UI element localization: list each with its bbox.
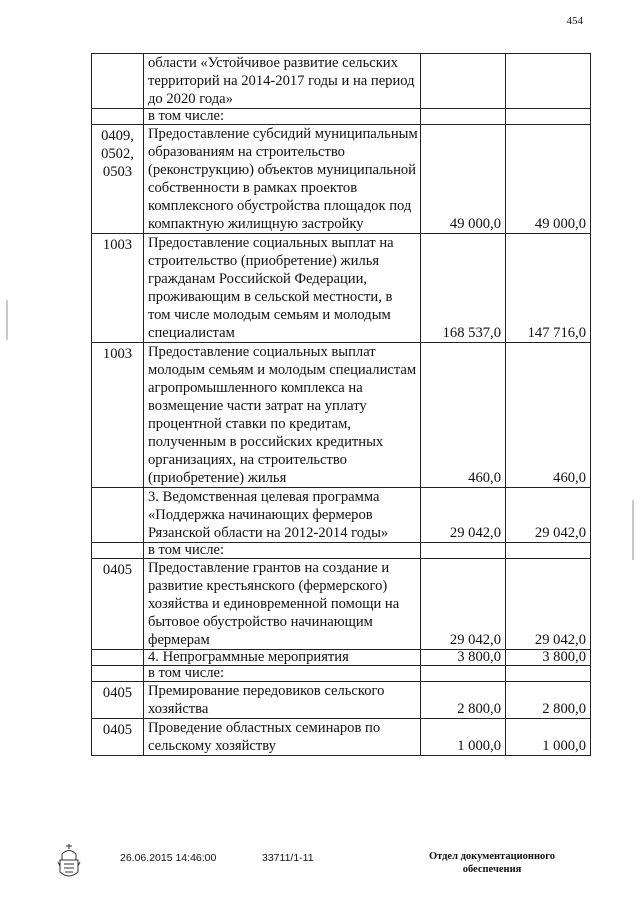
row-value-2: 460,0 xyxy=(506,343,591,488)
row-value-1 xyxy=(421,666,506,682)
coat-of-arms-icon xyxy=(56,842,82,882)
footer-document-number: 33711/1-11 xyxy=(262,852,314,864)
row-code xyxy=(92,54,144,109)
row-code: 0405 xyxy=(92,682,144,719)
row-value-1: 3 800,0 xyxy=(421,650,506,666)
row-description: в том числе: xyxy=(144,109,421,125)
row-code xyxy=(92,109,144,125)
row-value-1 xyxy=(421,109,506,125)
footer-office-stamp xyxy=(412,850,572,876)
row-description: Проведение областных семинаров по сельскому хозяйству xyxy=(144,719,421,756)
row-description: Предоставление субсидий муниципальным образованиям на строительство (реконструкцию) объектов муниципальной собственности в рамках проектов комплексного обустройства площадок под компактную жилищную застройку xyxy=(144,125,421,234)
row-code: 1003 xyxy=(92,343,144,488)
row-value-1: 29 042,0 xyxy=(421,488,506,543)
scan-edge-mark-left xyxy=(6,300,8,340)
row-value-2: 29 042,0 xyxy=(506,559,591,650)
row-description: 4. Непрограммные мероприятия xyxy=(144,650,421,666)
budget-table xyxy=(91,53,591,756)
table-row xyxy=(92,125,591,234)
scan-edge-mark-right xyxy=(632,500,634,560)
footer xyxy=(0,840,640,900)
footer-office-line: Отдел документационного xyxy=(428,851,556,862)
row-code xyxy=(92,488,144,543)
row-value-1: 49 000,0 xyxy=(421,125,506,234)
row-description: области «Устойчивое развитие сельских территорий на 2014-2017 годы и на период до 2020 года» xyxy=(144,54,421,109)
table-row xyxy=(92,650,591,666)
row-description: в том числе: xyxy=(144,543,421,559)
row-value-2 xyxy=(506,543,591,559)
row-code xyxy=(92,666,144,682)
table-row xyxy=(92,109,591,125)
row-value-2: 29 042,0 xyxy=(506,488,591,543)
table-row xyxy=(92,234,591,343)
row-description: в том числе: xyxy=(144,666,421,682)
table-row xyxy=(92,719,591,756)
table-row xyxy=(92,682,591,719)
table-row xyxy=(92,54,591,109)
row-description: Премирование передовиков сельского хозяйства xyxy=(144,682,421,719)
row-value-2: 2 800,0 xyxy=(506,682,591,719)
row-value-2 xyxy=(506,54,591,109)
row-description: 3. Ведомственная целевая программа «Поддержка начинающих фермеров Рязанской области на 2012-2014 годы» xyxy=(144,488,421,543)
row-value-1 xyxy=(421,543,506,559)
row-value-1: 460,0 xyxy=(421,343,506,488)
row-value-2 xyxy=(506,109,591,125)
table-row xyxy=(92,343,591,488)
row-code: 1003 xyxy=(92,234,144,343)
row-value-1: 1 000,0 xyxy=(421,719,506,756)
row-code: 0405 xyxy=(92,719,144,756)
row-value-1: 168 537,0 xyxy=(421,234,506,343)
row-value-2: 3 800,0 xyxy=(506,650,591,666)
page-number: 454 xyxy=(566,15,583,27)
footer-office-line: обеспечения xyxy=(462,864,522,875)
row-description: Предоставление социальных выплат на строительство (приобретение) жилья гражданам Российской Федерации, проживающим в сельской местности, в том числе молодым семьям и молодым специалистам xyxy=(144,234,421,343)
row-value-1 xyxy=(421,54,506,109)
row-code: 0405 xyxy=(92,559,144,650)
row-value-1: 2 800,0 xyxy=(421,682,506,719)
row-description: Предоставление социальных выплат молодым семьям и молодым специалистам агропромышленного комплекса на возмещение части затрат на уплату процентной ставки по кредитам, полученным в российских кредитных организациях, на строительство (приобретение) жилья xyxy=(144,343,421,488)
row-code xyxy=(92,650,144,666)
row-value-2: 49 000,0 xyxy=(506,125,591,234)
table-row xyxy=(92,559,591,650)
row-code xyxy=(92,543,144,559)
table-row xyxy=(92,488,591,543)
table-row xyxy=(92,543,591,559)
row-value-2: 1 000,0 xyxy=(506,719,591,756)
row-description: Предоставление грантов на создание и развитие крестьянского (фермерского) хозяйства и единовременной помощи на бытовое обустройство начинающим фермерам xyxy=(144,559,421,650)
row-value-2: 147 716,0 xyxy=(506,234,591,343)
row-value-2 xyxy=(506,666,591,682)
row-value-1: 29 042,0 xyxy=(421,559,506,650)
table-row xyxy=(92,666,591,682)
footer-datetime: 26.06.2015 14:46:00 xyxy=(120,852,217,864)
row-code: 0409, 0502, 0503 xyxy=(92,125,144,234)
